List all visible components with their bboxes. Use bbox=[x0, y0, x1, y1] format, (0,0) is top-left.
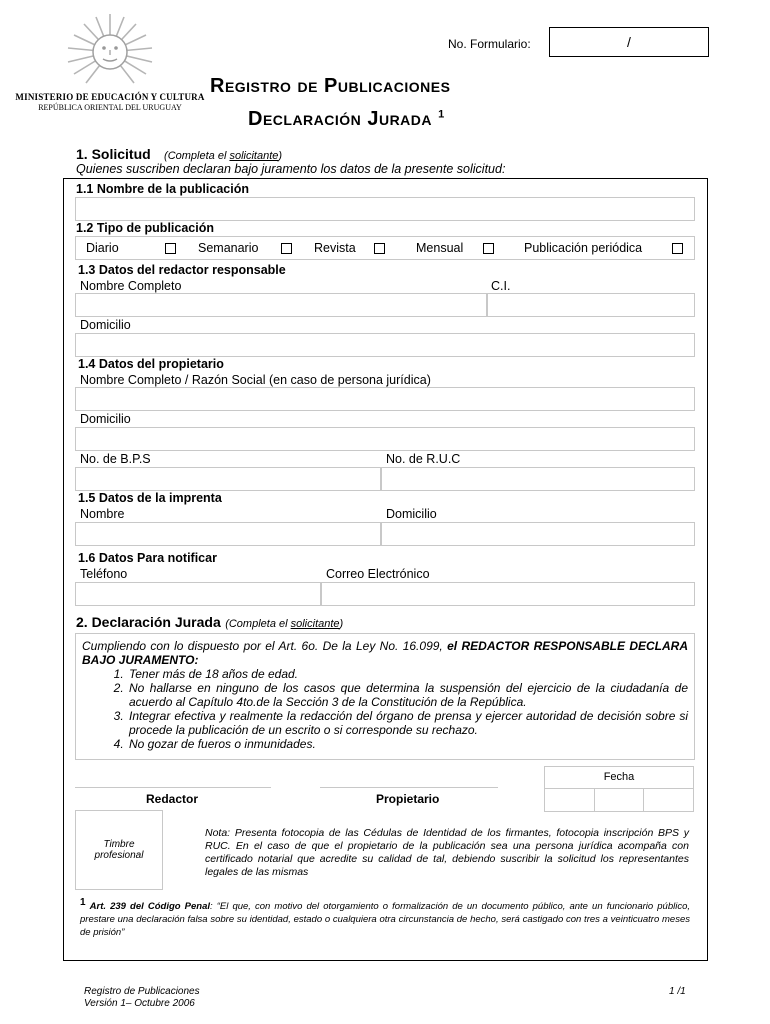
type-mensual-checkbox[interactable] bbox=[483, 243, 494, 254]
footnote bbox=[80, 896, 690, 939]
owner-address-field[interactable] bbox=[75, 427, 695, 451]
declaration-intro: Cumpliendo con lo dispuesto por el Art. 6o. De la Ley No. 16.099, el REDACTOR RESPONSABLE DECLARA BAJO JURAMENTO: bbox=[82, 639, 688, 667]
title-line1: Registro de Publicaciones bbox=[210, 75, 451, 97]
s12-title: 1.2 Tipo de publicación bbox=[76, 221, 214, 235]
footnote-text: : “El que, con motivo del otorgamiento o formalización de un documento público, ante un funcionario público, prestare una declaración falsa sobre su identidad, estado o cualquiera otra circunstancia de hecho, será castigado con tres a veinticuatro meses de prisión” bbox=[80, 901, 690, 939]
s15-address-label: Domicilio bbox=[386, 507, 437, 521]
date-label: Fecha bbox=[603, 771, 635, 783]
s11-title: 1.1 Nombre de la publicación bbox=[76, 182, 249, 196]
type-mensual-label: Mensual bbox=[416, 241, 464, 255]
stamp-line2: profesional bbox=[94, 850, 144, 861]
declaration-item: 3. Integrar efectiva y realmente la redacción del órgano de prensa y ejercer autoridad de decisión sobre si procede la publicación de un escrito o si corresponde su rechazo. bbox=[127, 709, 688, 737]
notify-email-field[interactable] bbox=[321, 582, 695, 606]
redactor-ci-field[interactable] bbox=[487, 293, 695, 317]
form-number-value: / bbox=[627, 34, 631, 50]
sun-emblem-icon bbox=[50, 10, 170, 90]
form-number-field[interactable] bbox=[549, 27, 709, 57]
s16-phone-label: Teléfono bbox=[80, 567, 128, 581]
owner-ruc-field[interactable] bbox=[381, 467, 695, 491]
date-month-field[interactable] bbox=[595, 788, 644, 812]
redactor-label: Redactor bbox=[146, 792, 199, 806]
type-revista-checkbox[interactable] bbox=[374, 243, 385, 254]
type-semanario-checkbox[interactable] bbox=[281, 243, 292, 254]
s16-email-label: Correo Electrónico bbox=[326, 567, 430, 581]
section2-note: (Completa el solicitante) bbox=[225, 618, 344, 630]
declaration-item: 4. No gozar de fueros o inmunidades. bbox=[127, 737, 688, 751]
date-day-field[interactable] bbox=[545, 788, 595, 812]
title-footnote-mark: 1 bbox=[438, 108, 445, 121]
redactor-address-field[interactable] bbox=[75, 333, 695, 357]
type-diario-checkbox[interactable] bbox=[165, 243, 176, 254]
footnote-mark: 1 bbox=[80, 897, 86, 908]
redactor-name-field[interactable] bbox=[75, 293, 487, 317]
form-number-label: No. Formulario: bbox=[448, 37, 531, 51]
title-line2-text: Declaración Jurada bbox=[248, 108, 433, 130]
type-revista-label: Revista bbox=[314, 241, 356, 255]
date-box bbox=[544, 766, 694, 812]
footer-page: 1 /1 bbox=[669, 986, 686, 997]
s15-title: 1.5 Datos de la imprenta bbox=[78, 491, 222, 505]
stamp-box bbox=[75, 810, 163, 890]
ministry-country: REPÚBLICA ORIENTAL DEL URUGUAY bbox=[38, 103, 182, 112]
type-periodica-checkbox[interactable] bbox=[672, 243, 683, 254]
footer-title: Registro de Publicaciones bbox=[84, 986, 200, 997]
s14-name-label: Nombre Completo / Razón Social (en caso de persona jurídica) bbox=[80, 373, 431, 387]
ministry-logo bbox=[10, 10, 210, 115]
declaration-box bbox=[75, 633, 695, 760]
type-semanario-label: Semanario bbox=[198, 241, 259, 255]
type-diario-label: Diario bbox=[86, 241, 119, 255]
presentation-note: Nota: Presenta fotocopia de las Cédulas de Identidad de los firmantes, fotocopia inscripción BPS y RUC. En el caso de que el propietario de la publicación sea una persona jurídica acompaña con certificado notarial que acredite su calidad de tal, debiendo suscribir la solicitud los representantes legales de las mismas bbox=[205, 827, 689, 878]
section1-title: 1. Solicitud bbox=[76, 146, 151, 162]
footer-version: Versión 1– Octubre 2006 bbox=[84, 998, 195, 1009]
printer-name-field[interactable] bbox=[75, 522, 381, 546]
s14-ruc-label: No. de R.U.C bbox=[386, 452, 461, 466]
s14-bps-label: No. de B.P.S bbox=[80, 452, 151, 466]
ministry-name: MINISTERIO DE EDUCACIÓN Y CULTURA bbox=[15, 92, 205, 102]
declaration-item: 2. No hallarse en ninguno de los casos que determina la suspensión del ejercicio de la ciudadanía de acuerdo al Capítulo 4to.de la Sección 3 de la Constitución de la República. bbox=[127, 681, 688, 709]
owner-signature-line bbox=[320, 787, 498, 788]
printer-address-field[interactable] bbox=[381, 522, 695, 546]
s14-address-label: Domicilio bbox=[80, 412, 131, 426]
date-year-field[interactable] bbox=[644, 788, 693, 812]
owner-label: Propietario bbox=[376, 792, 440, 806]
section2-heading bbox=[76, 614, 343, 632]
type-periodica-label: Publicación periódica bbox=[524, 241, 643, 255]
section1-note: (Completa el solicitante) bbox=[164, 150, 283, 162]
title-line2 bbox=[248, 108, 445, 131]
declaration-list bbox=[82, 667, 688, 751]
owner-bps-field[interactable] bbox=[75, 467, 381, 491]
s14-title: 1.4 Datos del propietario bbox=[78, 357, 224, 371]
publication-name-field[interactable] bbox=[75, 197, 695, 221]
s15-name-label: Nombre bbox=[80, 507, 125, 521]
s16-title: 1.6 Datos Para notificar bbox=[78, 551, 217, 565]
s13-title: 1.3 Datos del redactor responsable bbox=[78, 263, 286, 277]
section2-title: 2. Declaración Jurada bbox=[76, 614, 221, 630]
s13-ci-label: C.I. bbox=[491, 279, 511, 293]
stamp-line1: Timbre bbox=[103, 839, 135, 850]
notify-phone-field[interactable] bbox=[75, 582, 321, 606]
section1-intro: Quienes suscriben declaran bajo juramento los datos de la presente solicitud: bbox=[76, 162, 506, 176]
footnote-art: Art. 239 del Código Penal bbox=[89, 901, 211, 913]
owner-name-field[interactable] bbox=[75, 387, 695, 411]
s13-address-label: Domicilio bbox=[80, 318, 131, 332]
s13-name-label: Nombre Completo bbox=[80, 279, 182, 293]
declaration-item: 1. Tener más de 18 años de edad. bbox=[127, 667, 688, 681]
redactor-signature-line bbox=[75, 787, 271, 788]
